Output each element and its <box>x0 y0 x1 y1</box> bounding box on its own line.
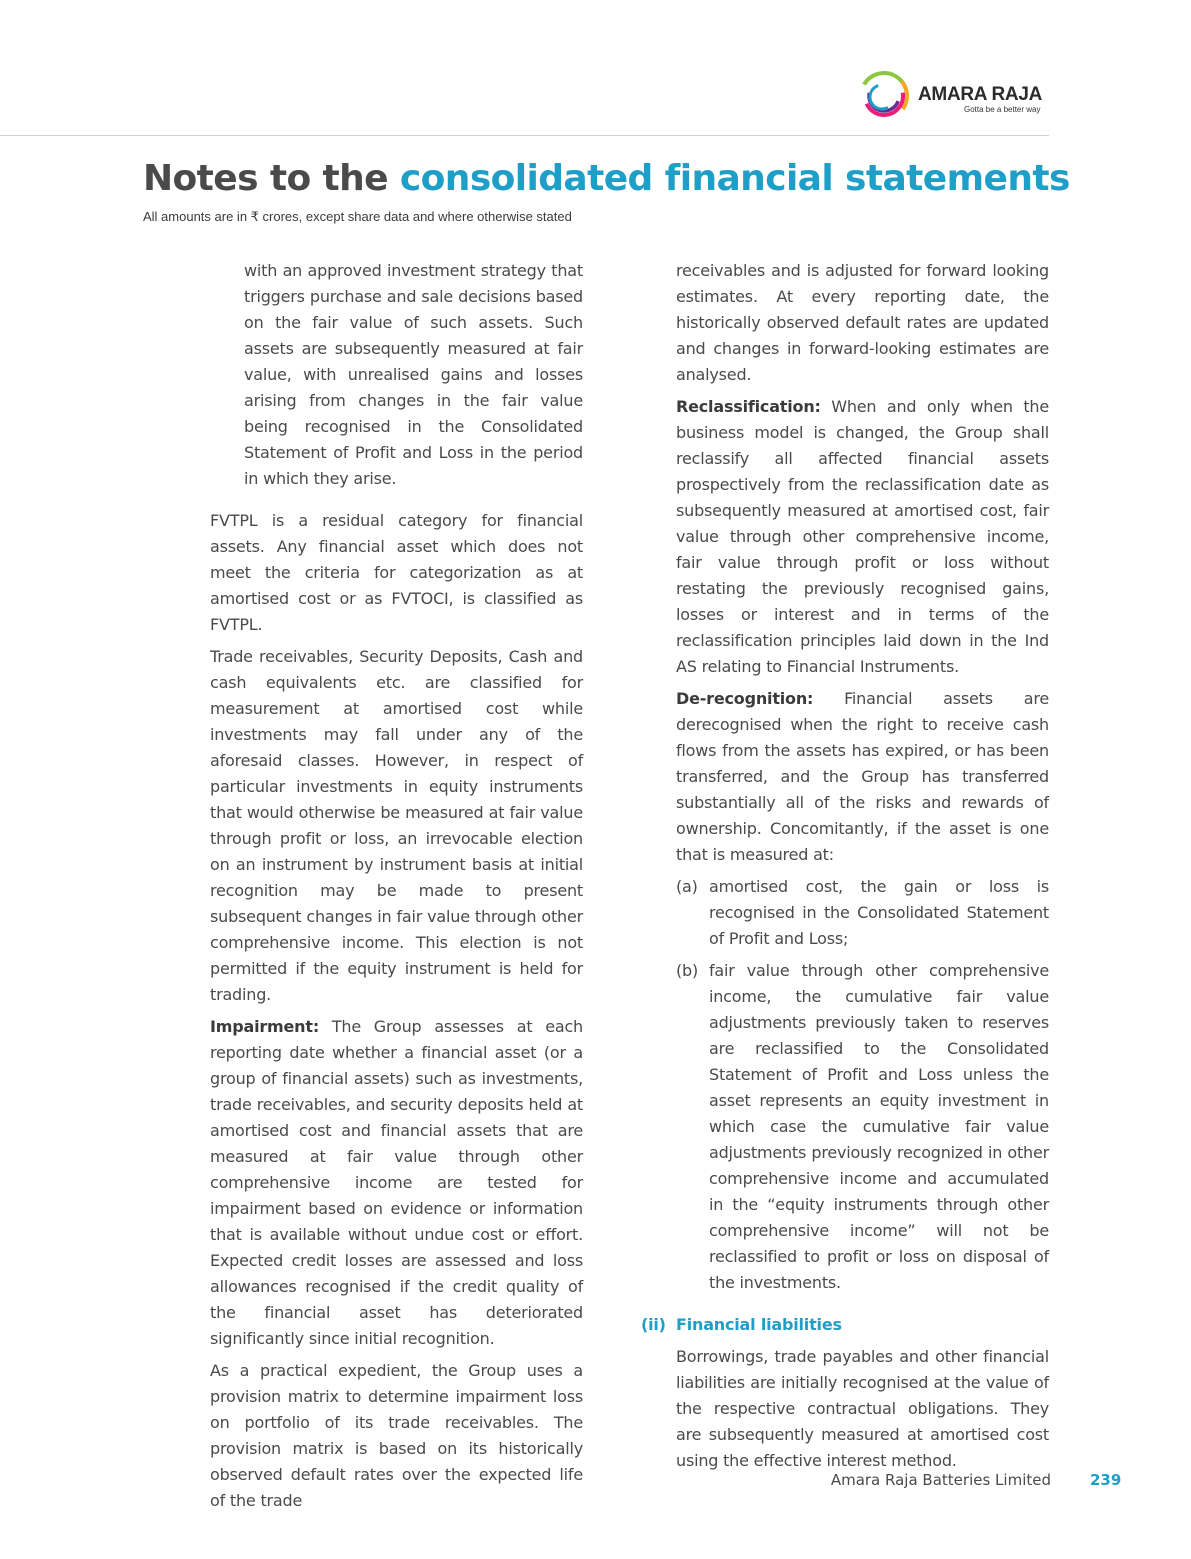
paragraph-classification: Trade receivables, Security Deposits, Cash and cash equivalents etc. are classified for measurement at amortised cost while investments may fall under any of the aforesaid classes. However, in respect of particular investments in equity instruments that would otherwise be measured at fair value through profit or loss, an irrevocable election on an instrument by instrument basis at initial recognition may be made to present subsequent changes in fair value through other comprehensive income. This election is not permitted if the equity instrument is held for trading. <box>210 647 583 1004</box>
right-column <box>641 258 1049 1480</box>
left-column <box>210 258 583 1520</box>
list-item <box>676 874 1049 952</box>
paragraph-forward-estimates: receivables and is adjusted for forward looking estimates. At every reporting date, the historically observed default rates are updated and changes in forward-looking estimates are analysed. <box>676 261 1049 384</box>
section-heading-financial-liabilities <box>641 1312 1049 1338</box>
title-highlight: consolidated financial statements <box>399 158 1070 199</box>
brand-tagline: Gotta be a better way <box>964 105 1041 114</box>
paragraph-impairment <box>210 1014 583 1352</box>
footer-company: Amara Raja Batteries Limited <box>830 1471 1051 1489</box>
derecognition-label: De-recognition: <box>676 689 814 708</box>
paragraph-financial-liabilities: Borrowings, trade payables and other financial liabilities are initially recognised at the value of the respective contractual obligations. They are subsequently measured at amortised cost using the effective interest method. <box>676 1347 1049 1470</box>
list-item <box>676 958 1049 1296</box>
amara-raja-swirl-icon <box>858 70 910 122</box>
list-item-text: fair value through other comprehensive income, the cumulative fair value adjustments previously taken to reserves are reclassified to the Consolidated Statement of Profit and Loss unless the asset represents an equity investment in which case the cumulative fair value adjustments previously recognized in other comprehensive income and accumulated in the “equity instruments through other comprehensive income” will not be reclassified to profit or loss on disposal of the investments. <box>709 961 1049 1292</box>
derecognition-text: Financial assets are derecognised when the right to receive cash flows from the assets has expired, or has been transferred, and the Group has transferred substantially all of the risks and rewards of ownership. Concomitantly, if the asset is one that is measured at: <box>676 689 1049 864</box>
paragraph-reclassification <box>676 394 1049 680</box>
page-title <box>143 158 1070 199</box>
brand-name: AMARA RAJA <box>918 84 1043 105</box>
reclassification-label: Reclassification: <box>676 397 821 416</box>
section-number: (ii) <box>641 1315 666 1334</box>
header-divider <box>0 135 1049 136</box>
paragraph-derecognition <box>676 686 1049 868</box>
section-title: Financial liabilities <box>676 1315 842 1334</box>
title-lead: Notes to the <box>143 158 400 199</box>
paragraph-fvtpl-designation: with an approved investment strategy that triggers purchase and sale decisions based on the fair value of such assets. Such assets are subsequently measured at fair value, with unrealised gains and losses arising from changes in the fair value being recognised in the Consolidated Statement of Profit and Loss in the period in which they arise. <box>244 261 583 488</box>
list-marker: (b) <box>676 961 699 980</box>
page-number: 239 <box>1090 1471 1122 1489</box>
impairment-text: The Group assesses at each reporting date whether a financial asset (or a group of financial assets) such as investments, trade receivables, and security deposits held at amortised cost and financial assets that are measured at fair value through other comprehensive income are tested for impairment based on evidence or information that is available without undue cost or effort. Expected credit losses are assessed and loss allowances recognised if the credit quality of the financial asset has deteriorated significantly since initial recognition. <box>210 1017 583 1348</box>
paragraph-fvtpl-residual: FVTPL is a residual category for financial assets. Any financial asset which does not meet the criteria for categorization as at amortised cost or as FVTOCI, is classified as FVTPL. <box>210 511 583 634</box>
paragraph-provision-matrix: As a practical expedient, the Group uses a provision matrix to determine impairment loss on portfolio of its trade receivables. The provision matrix is based on its historically observed default rates over the expected life of the trade <box>210 1361 583 1510</box>
impairment-label: Impairment: <box>210 1017 320 1036</box>
list-marker: (a) <box>676 877 698 896</box>
list-item-text: amortised cost, the gain or loss is recognised in the Consolidated Statement of Profit and Loss; <box>709 877 1049 948</box>
page-subtitle: All amounts are in ₹ crores, except share data and where otherwise stated <box>143 209 572 224</box>
reclassification-text: When and only when the business model is changed, the Group shall reclassify all affected financial assets prospectively from the reclassification date as subsequently measured at amortised cost, fair value through other comprehensive income, fair value through profit or loss without restating the previously recognised gains, losses or interest and in terms of the reclassification principles laid down in the Ind AS relating to Financial Instruments. <box>676 397 1049 676</box>
brand-logo <box>858 70 1058 122</box>
